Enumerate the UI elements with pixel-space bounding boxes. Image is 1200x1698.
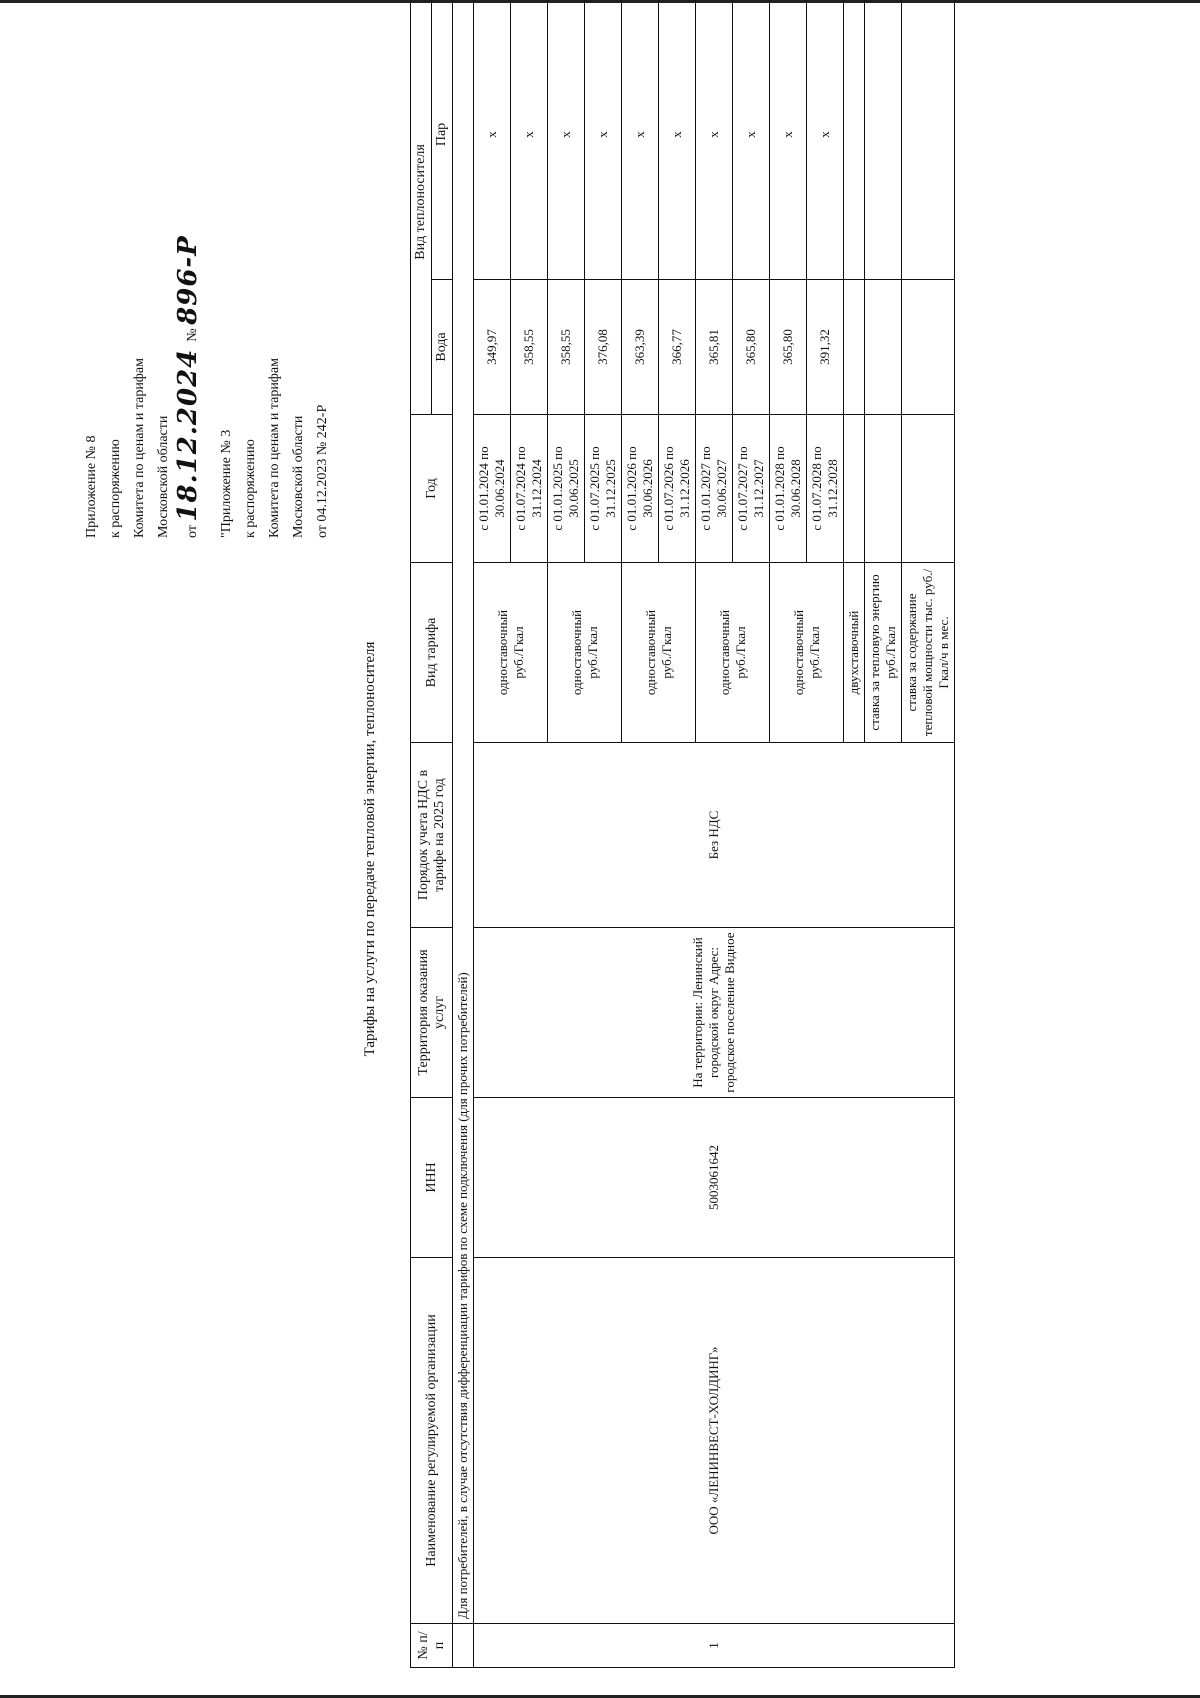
period-year: с 01.01.2028 по 30.06.2028 [770,414,807,562]
single-rate-cell [622,562,696,742]
org-name: ООО «ЛЕНИНВЕСТ-ХОЛДИНГ» [474,1258,955,1624]
period-year: с 01.01.2025 по 30.06.2025 [548,414,585,562]
single-rate-unit: руб./Гкал [658,626,674,679]
period-year: с 01.07.2028 по 31.12.2028 [807,414,844,562]
period-water: 365,80 [733,279,770,414]
prev-region: Московской области [291,415,306,538]
empty-cell [865,0,902,279]
period-year: с 01.01.2027 по 30.06.2027 [696,414,733,562]
to-order: к распоряжению [108,439,123,538]
header-water: Вода [432,279,453,414]
prev-committee: Комитета по ценам и тарифам [267,358,282,538]
table-row [474,0,511,1668]
service-territory: На территории: Ленинский городской округ Адрес: городское поселение Видное [474,928,955,1098]
period-steam: x [659,0,696,279]
header-num: № п/п [411,1624,453,1668]
date-prefix: от [185,525,200,538]
region: Московской области [156,415,171,538]
single-rate-cell [770,562,844,742]
empty-cell [902,279,955,414]
empty-cell [844,414,865,562]
period-year: с 01.07.2026 по 31.12.2026 [659,414,696,562]
document-title: Тарифы на услуги по передаче тепловой энергии, теплоносителя [362,641,378,1057]
appendix-header [80,38,335,538]
period-water: 391,32 [807,279,844,414]
handwritten-date: 18.12.2024 [173,348,203,522]
appendix-number: Приложение № 8 [84,435,99,538]
empty-cell [902,414,955,562]
period-year: с 01.01.2024 по 30.06.2024 [474,414,511,562]
org-inn: 5003061642 [474,1098,955,1258]
header-carrier: Вид теплоносителя [411,0,432,414]
period-year: с 01.01.2026 по 30.06.2026 [622,414,659,562]
handwritten-number: 896-Р [173,235,203,325]
single-rate-cell [474,562,548,742]
single-rate-label: одноставочный [568,609,584,696]
period-water: 366,77 [659,279,696,414]
period-water: 358,55 [511,279,548,414]
period-water: 365,80 [770,279,807,414]
tariff-table-body [411,0,955,1668]
header-territory: Территория оказания услуг [411,928,453,1098]
period-water: 365,81 [696,279,733,414]
header-tariff-type: Вид тарифа [411,562,453,742]
single-rate-unit: руб./Гкал [806,626,822,679]
single-rate-cell [696,562,770,742]
section-note-row [453,0,474,1668]
two-rate-energy: ставка за тепловую энергию руб./Гкал [865,562,902,742]
single-rate-label: одноставочный [494,609,510,696]
period-water: 363,39 [622,279,659,414]
period-steam: x [696,0,733,279]
header-vat: Порядок учета НДС в тарифе на 2025 год [411,743,453,928]
committee: Комитета по ценам и тарифам [132,358,147,538]
single-rate-label: одноставочный [716,609,732,696]
period-steam: x [548,0,585,279]
header-year: Год [411,414,453,562]
section-note: Для потребителей, в случае отсутствия дифференциации тарифов по схеме подключения (для прочих потребителей) [453,0,474,1624]
single-rate-unit: руб./Гкал [510,626,526,679]
single-rate-unit: руб./Гкал [584,626,600,679]
vat-order: Без НДС [474,743,955,928]
period-steam: x [511,0,548,279]
period-steam: x [622,0,659,279]
note-empty-cell [453,1624,474,1668]
period-water: 376,08 [585,279,622,414]
num-prefix: № [185,328,200,342]
period-steam: x [585,0,622,279]
prev-appendix: "Приложение № 3 [219,429,234,538]
period-steam: x [474,0,511,279]
prev-date-line: от 04.12.2023 № 242-Р [315,404,330,538]
period-year: с 01.07.2024 по 31.12.2024 [511,414,548,562]
row-number: 1 [474,1624,955,1668]
period-year: с 01.07.2025 по 31.12.2025 [585,414,622,562]
two-rate-capacity: ставка за содержание тепловой мощности тыс. руб./Гкал/ч в мес. [902,562,955,742]
two-rate-label: двухставочный [844,562,865,742]
single-rate-label: одноставочный [790,609,806,696]
empty-cell [865,279,902,414]
empty-cell [865,414,902,562]
table-header-row [411,0,432,1668]
header-inn: ИНН [411,1098,453,1258]
single-rate-unit: руб./Гкал [732,626,748,679]
empty-cell [844,279,865,414]
tariff-table [410,0,955,1668]
single-rate-cell [548,562,622,742]
period-year: с 01.07.2027 по 31.12.2027 [733,414,770,562]
period-steam: x [770,0,807,279]
period-water: 358,55 [548,279,585,414]
prev-to-order: к распоряжению [243,439,258,538]
empty-cell [844,0,865,279]
header-org: Наименование регулируемой организации [411,1258,453,1624]
header-steam: Пар [432,0,453,279]
period-steam: x [733,0,770,279]
period-steam: x [807,0,844,279]
order-date-line [173,38,205,538]
empty-cell [902,0,955,279]
period-water: 349,97 [474,279,511,414]
single-rate-label: одноставочный [642,609,658,696]
